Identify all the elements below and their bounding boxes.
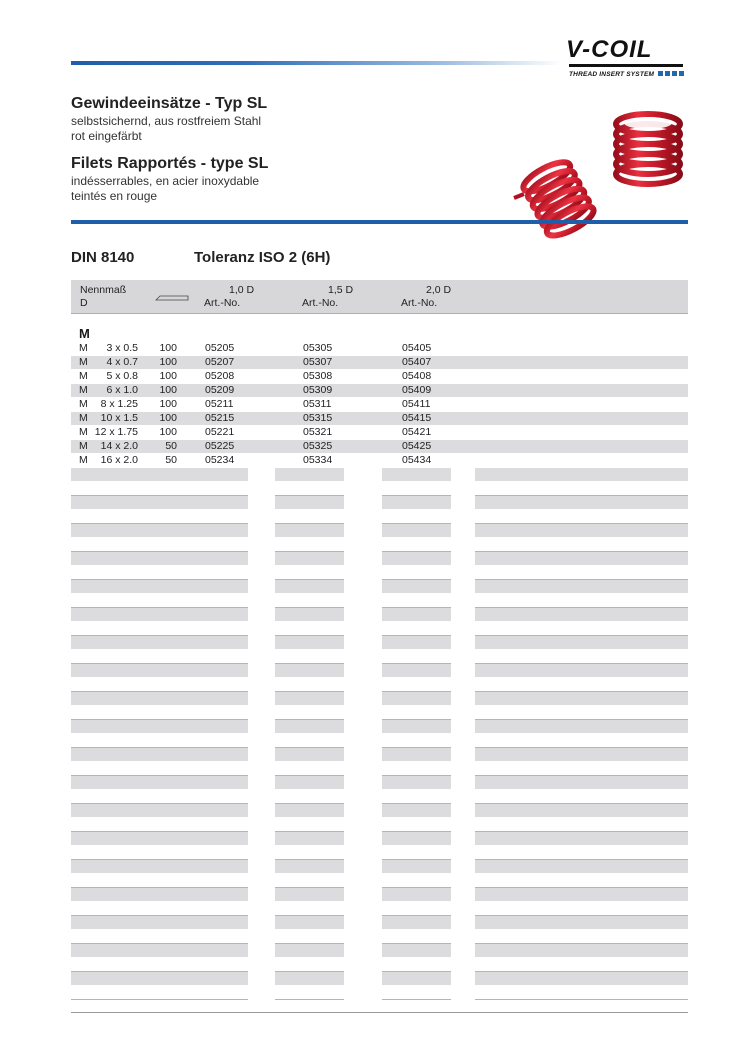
german-description-line-2: rot eingefärbt	[71, 129, 142, 143]
blank-row-band	[475, 888, 688, 901]
table-cell-a15: 05309	[303, 384, 333, 396]
blank-row-band	[275, 524, 344, 537]
table-cell-a15: 05307	[303, 356, 333, 368]
table-cell-qty: 100	[159, 342, 177, 354]
table-cell-qty: 100	[159, 384, 177, 396]
table-cell-a15: 05305	[303, 342, 333, 354]
blank-row-band	[275, 860, 344, 873]
table-cell-a10: 05208	[205, 370, 235, 382]
blank-row-band	[382, 468, 451, 481]
thread-insert-coil-image-tilted	[510, 154, 605, 240]
blank-row-band	[475, 580, 688, 593]
table-cell-a15: 05315	[303, 412, 333, 424]
blank-row-band	[275, 972, 344, 985]
table-cell-qty: 100	[159, 370, 177, 382]
blank-row-band	[71, 720, 248, 733]
logo-dots	[658, 71, 684, 76]
french-description-line-2: teintés en rouge	[71, 189, 158, 203]
blank-row-band	[71, 944, 248, 957]
table-cell-size: 8 x 1.25	[100, 398, 138, 410]
table-cell-prefix: M	[79, 426, 88, 438]
blank-row-band	[275, 832, 344, 845]
blank-row-band	[71, 916, 248, 929]
table-cell-size: 4 x 0.7	[106, 356, 138, 368]
blank-row-band	[382, 944, 451, 957]
table-cell-prefix: M	[79, 370, 88, 382]
table-cell-a10: 05234	[205, 454, 235, 466]
table-cell-a10: 05225	[205, 440, 235, 452]
table-cell-a15: 05311	[303, 398, 332, 410]
table-cell-size: 3 x 0.5	[106, 342, 138, 354]
table-header	[71, 280, 688, 314]
header-nominal-size: Nennmaß	[80, 284, 127, 296]
blank-row-band	[275, 776, 344, 789]
header-rule	[71, 61, 563, 65]
blank-row-band	[71, 832, 248, 845]
table-cell-a20: 05411	[402, 398, 431, 410]
blank-row-rule	[275, 999, 344, 1000]
french-description-line-1: indésserrables, en acier inoxydable	[71, 174, 260, 188]
table-cell-size: 16 x 2.0	[100, 454, 138, 466]
blank-row-band	[382, 664, 451, 677]
header-length-1-5d: 1,5 D	[328, 284, 354, 296]
blank-row-band	[382, 608, 451, 621]
table-cell-prefix: M	[79, 454, 88, 466]
blank-row-band	[275, 580, 344, 593]
header-bottom-rule	[71, 220, 688, 224]
blank-row-band	[475, 468, 688, 481]
table-cell-a10: 05211	[205, 398, 234, 410]
blank-row-band	[275, 496, 344, 509]
table-cell-qty: 100	[159, 412, 177, 424]
logo-underline	[569, 64, 683, 67]
table-cell-size: 5 x 0.8	[106, 370, 138, 382]
blank-row-band	[275, 692, 344, 705]
blank-row-band	[475, 552, 688, 565]
blank-row-rule	[382, 999, 451, 1000]
blank-row-band	[475, 524, 688, 537]
table-cell-a20: 05408	[402, 370, 432, 382]
blank-row-band	[275, 468, 344, 481]
table-cell-a20: 05421	[402, 426, 432, 438]
blank-row-band	[475, 804, 688, 817]
blank-row-band	[475, 720, 688, 733]
tolerance-heading: Toleranz ISO 2 (6H)	[194, 249, 331, 266]
thread-insert-coil-image-upright	[608, 102, 688, 188]
table-cell-prefix: M	[79, 342, 88, 354]
blank-row-band	[275, 748, 344, 761]
header-diameter: D	[80, 297, 88, 309]
blank-row-band	[71, 776, 248, 789]
blank-row-band	[382, 636, 451, 649]
blank-row-band	[71, 888, 248, 901]
table-cell-a10: 05205	[205, 342, 235, 354]
blank-row-band	[71, 692, 248, 705]
logo-wordmark: V-COIL	[566, 36, 653, 63]
table-cell-a10: 05221	[205, 426, 235, 438]
table-cell-qty: 100	[159, 398, 177, 410]
table-cell-qty: 100	[159, 356, 177, 368]
table-cell-a15: 05308	[303, 370, 333, 382]
blank-row-band	[71, 804, 248, 817]
blank-row-band	[475, 748, 688, 761]
table-cell-size: 6 x 1.0	[106, 384, 138, 396]
blank-row-band	[275, 916, 344, 929]
table-cell-a10: 05207	[205, 356, 235, 368]
table-cell-prefix: M	[79, 440, 88, 452]
blank-row-band	[475, 496, 688, 509]
blank-row-band	[71, 664, 248, 677]
table-cell-a10: 05215	[205, 412, 235, 424]
blank-row-band	[275, 664, 344, 677]
insert-length-icon	[155, 294, 189, 302]
table-cell-prefix: M	[79, 398, 88, 410]
table-cell-a20: 05407	[402, 356, 432, 368]
german-title: Gewindeeinsätze - Typ SL	[71, 95, 268, 112]
blank-row-rule	[71, 999, 248, 1000]
blank-row-band	[475, 860, 688, 873]
table-cell-a20: 05425	[402, 440, 432, 452]
blank-row-band	[382, 552, 451, 565]
blank-row-band	[475, 944, 688, 957]
blank-row-band	[71, 468, 248, 481]
german-description-line-1: selbstsichernd, aus rostfreiem Stahl	[71, 114, 262, 128]
table-cell-size: 12 x 1.75	[94, 426, 138, 438]
table-cell-size: 14 x 2.0	[100, 440, 138, 452]
table-cell-qty: 50	[165, 440, 177, 452]
standard-heading: DIN 8140	[71, 249, 135, 266]
blank-row-band	[382, 804, 451, 817]
table-cell-a15: 05334	[303, 454, 333, 466]
blank-row-band	[275, 804, 344, 817]
blank-row-band	[382, 580, 451, 593]
table-cell-prefix: M	[79, 356, 88, 368]
table-cell-a20: 05434	[402, 454, 432, 466]
blank-row-band	[71, 608, 248, 621]
header-art-no-1-0d: Art.-No.	[204, 297, 241, 309]
table-cell-qty: 50	[165, 454, 177, 466]
blank-row-band	[382, 692, 451, 705]
table-cell-qty: 100	[159, 426, 177, 438]
blank-row-band	[475, 608, 688, 621]
blank-row-band	[382, 888, 451, 901]
blank-row-band	[475, 916, 688, 929]
blank-row-band	[71, 972, 248, 985]
french-title: Filets Rapportés - type SL	[71, 155, 269, 172]
blank-row-band	[71, 636, 248, 649]
blank-row-band	[382, 972, 451, 985]
logo-tagline: THREAD INSERT SYSTEM	[569, 71, 655, 78]
table-cell-a20: 05415	[402, 412, 432, 424]
table-cell-prefix: M	[79, 384, 88, 396]
blank-row-band	[71, 496, 248, 509]
blank-row-band	[475, 636, 688, 649]
blank-row-band	[382, 524, 451, 537]
header-length-1-0d: 1,0 D	[229, 284, 255, 296]
blank-row-band	[275, 636, 344, 649]
header-art-no-2-0d: Art.-No.	[401, 297, 438, 309]
blank-row-band	[475, 692, 688, 705]
table-cell-a10: 05209	[205, 384, 235, 396]
blank-row-band	[275, 608, 344, 621]
blank-row-band	[71, 860, 248, 873]
page-bottom-rule	[71, 1012, 688, 1013]
blank-row-rule	[475, 999, 688, 1000]
blank-row-band	[275, 888, 344, 901]
blank-row-band	[382, 776, 451, 789]
blank-row-band	[275, 944, 344, 957]
blank-row-band	[382, 748, 451, 761]
blank-row-band	[382, 916, 451, 929]
blank-row-band	[71, 524, 248, 537]
table-cell-size: 10 x 1.5	[100, 412, 138, 424]
blank-row-band	[382, 832, 451, 845]
header-length-2-0d: 2,0 D	[426, 284, 452, 296]
brand-logo	[566, 38, 686, 80]
table-cell-a20: 05409	[402, 384, 432, 396]
thread-group-label: M	[79, 326, 90, 341]
blank-row-band	[275, 720, 344, 733]
blank-row-band	[71, 748, 248, 761]
blank-row-band	[475, 776, 688, 789]
blank-row-band	[275, 552, 344, 565]
header-art-no-1-5d: Art.-No.	[302, 297, 339, 309]
blank-row-band	[71, 552, 248, 565]
blank-row-band	[475, 972, 688, 985]
table-cell-a20: 05405	[402, 342, 432, 354]
table-cell-a15: 05325	[303, 440, 333, 452]
row-band	[71, 440, 688, 453]
blank-row-band	[382, 720, 451, 733]
table-cell-a15: 05321	[303, 426, 333, 438]
blank-row-band	[475, 664, 688, 677]
blank-row-band	[382, 496, 451, 509]
blank-row-band	[382, 860, 451, 873]
blank-row-band	[475, 832, 688, 845]
blank-row-band	[71, 580, 248, 593]
table-cell-prefix: M	[79, 412, 88, 424]
